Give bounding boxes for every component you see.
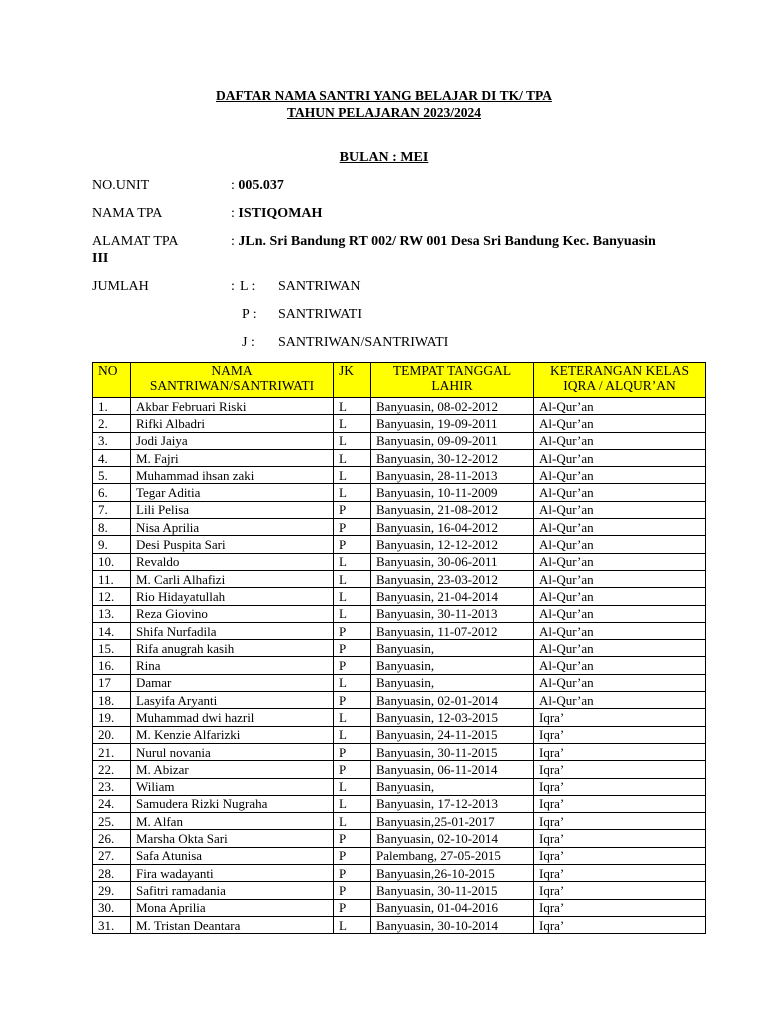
jumlah-label: JUMLAH	[92, 279, 149, 294]
col-header-keterangan: KETERANGAN KELAS IQRA / ALQUR’AN	[534, 363, 706, 398]
birth-place-date-cell: Banyuasin, 01-04-2016	[371, 899, 534, 916]
class-note-cell: Al-Qur’an	[534, 519, 706, 536]
gender-cell: L	[334, 813, 371, 830]
gender-cell: P	[334, 519, 371, 536]
table-row	[93, 899, 706, 916]
alamat-value: : JLn. Sri Bandung RT 002/ RW 001 Desa Sri Bandung Kec. Banyuasin	[231, 234, 656, 249]
table-row	[93, 916, 706, 933]
santri-name-cell: Rina	[131, 657, 334, 674]
birth-place-date-cell: Banyuasin, 12-03-2015	[371, 709, 534, 726]
row-number-cell: 5.	[93, 467, 131, 484]
gender-cell: L	[334, 484, 371, 501]
no-unit-value: : 005.037	[231, 178, 284, 193]
class-note-cell: Al-Qur’an	[534, 657, 706, 674]
santri-name-cell: Tegar Aditia	[131, 484, 334, 501]
class-note-cell: Al-Qur’an	[534, 588, 706, 605]
row-number-cell: 22.	[93, 761, 131, 778]
school-year-title: TAHUN PELAJARAN 2023/2024	[286, 105, 481, 120]
gender-cell: L	[334, 553, 371, 570]
class-note-cell: Al-Qur’an	[534, 484, 706, 501]
row-number-cell: 15.	[93, 640, 131, 657]
table-row	[93, 813, 706, 830]
row-number-cell: 21.	[93, 743, 131, 760]
gender-cell: L	[334, 674, 371, 691]
gender-cell: L	[334, 467, 371, 484]
santri-name-cell: Shifa Nurfadila	[131, 622, 334, 639]
table-row	[93, 605, 706, 622]
birth-place-date-cell: Banyuasin, 30-12-2012	[371, 449, 534, 466]
class-note-cell: Iqra’	[534, 761, 706, 778]
gender-cell: L	[334, 588, 371, 605]
class-note-cell: Iqra’	[534, 743, 706, 760]
gender-cell: P	[334, 743, 371, 760]
birth-place-date-cell: Banyuasin,25-01-2017	[371, 813, 534, 830]
l-text: SANTRIWAN	[278, 279, 361, 294]
gender-cell: P	[334, 536, 371, 553]
birth-place-date-cell: Banyuasin, 24-11-2015	[371, 726, 534, 743]
birth-place-date-cell: Banyuasin, 30-11-2015	[371, 743, 534, 760]
gender-cell: L	[334, 605, 371, 622]
class-note-cell: Al-Qur’an	[534, 622, 706, 639]
gender-cell: P	[334, 692, 371, 709]
table-row	[93, 795, 706, 812]
nama-tpa-label: NAMA TPA	[92, 206, 163, 221]
row-number-cell: 4.	[93, 449, 131, 466]
gender-cell: L	[334, 916, 371, 933]
gender-cell: P	[334, 640, 371, 657]
santri-name-cell: Samudera Rizki Nugraha	[131, 795, 334, 812]
gender-cell: L	[334, 449, 371, 466]
santri-name-cell: Rio Hidayatullah	[131, 588, 334, 605]
santri-name-cell: Rifki Albadri	[131, 415, 334, 432]
col-header-no: NO	[93, 363, 131, 398]
nama-tpa-name: ISTIQOMAH	[238, 206, 323, 221]
table-row	[93, 415, 706, 432]
santri-name-cell: Muhammad dwi hazril	[131, 709, 334, 726]
santri-name-cell: Reza Giovino	[131, 605, 334, 622]
birth-place-date-cell: Banyuasin, 30-06-2011	[371, 553, 534, 570]
table-row	[93, 398, 706, 415]
birth-place-date-cell: Banyuasin, 12-12-2012	[371, 536, 534, 553]
nama-tpa-value: : ISTIQOMAH	[231, 206, 323, 221]
birth-place-date-cell: Banyuasin, 21-08-2012	[371, 501, 534, 518]
gender-cell: P	[334, 847, 371, 864]
birth-place-date-cell: Banyuasin, 02-01-2014	[371, 692, 534, 709]
santri-name-cell: Safitri ramadania	[131, 882, 334, 899]
row-number-cell: 28.	[93, 865, 131, 882]
santri-name-cell: Wiliam	[131, 778, 334, 795]
santri-name-cell: Muhammad ihsan zaki	[131, 467, 334, 484]
table-header-row	[93, 363, 706, 398]
santri-name-cell: M. Tristan Deantara	[131, 916, 334, 933]
class-note-cell: Iqra’	[534, 899, 706, 916]
gender-cell: P	[334, 830, 371, 847]
gender-cell: L	[334, 795, 371, 812]
santri-name-cell: Mona Aprilia	[131, 899, 334, 916]
santri-name-cell: M. Fajri	[131, 449, 334, 466]
birth-place-date-cell: Palembang, 27-05-2015	[371, 847, 534, 864]
birth-place-date-cell: Banyuasin,	[371, 657, 534, 674]
class-note-cell: Iqra’	[534, 830, 706, 847]
table-row	[93, 449, 706, 466]
santri-name-cell: M. Carli Alhafizi	[131, 570, 334, 587]
santri-name-cell: Akbar Februari Riski	[131, 398, 334, 415]
p-label: P :	[242, 307, 257, 322]
gender-cell: L	[334, 415, 371, 432]
birth-place-date-cell: Banyuasin,	[371, 674, 534, 691]
santri-name-cell: Rifa anugrah kasih	[131, 640, 334, 657]
row-number-cell: 23.	[93, 778, 131, 795]
gender-cell: P	[334, 882, 371, 899]
class-note-cell: Al-Qur’an	[534, 553, 706, 570]
table-row	[93, 484, 706, 501]
no-unit-label: NO.UNIT	[92, 178, 150, 193]
alamat-label: ALAMAT TPA	[92, 234, 179, 249]
gender-cell: L	[334, 778, 371, 795]
birth-place-date-cell: Banyuasin, 02-10-2014	[371, 830, 534, 847]
table-body	[93, 398, 706, 934]
row-number-cell: 25.	[93, 813, 131, 830]
row-number-cell: 3.	[93, 432, 131, 449]
birth-place-date-cell: Banyuasin, 19-09-2011	[371, 415, 534, 432]
birth-place-date-cell: Banyuasin, 21-04-2014	[371, 588, 534, 605]
birth-place-date-cell: Banyuasin,	[371, 778, 534, 795]
col-header-jk: JK	[334, 363, 371, 398]
class-note-cell: Iqra’	[534, 882, 706, 899]
santri-name-cell: Marsha Okta Sari	[131, 830, 334, 847]
gender-cell: P	[334, 761, 371, 778]
col-header-nama: NAMA SANTRIWAN/SANTRIWATI	[131, 363, 334, 398]
santri-name-cell: Nurul novania	[131, 743, 334, 760]
class-note-cell: Iqra’	[534, 813, 706, 830]
p-text: SANTRIWATI	[278, 307, 362, 322]
santri-name-cell: M. Abizar	[131, 761, 334, 778]
gender-cell: P	[334, 622, 371, 639]
class-note-cell: Al-Qur’an	[534, 570, 706, 587]
row-number-cell: 18.	[93, 692, 131, 709]
row-number-cell: 2.	[93, 415, 131, 432]
table-row	[93, 588, 706, 605]
birth-place-date-cell: Banyuasin, 17-12-2013	[371, 795, 534, 812]
class-note-cell: Iqra’	[534, 726, 706, 743]
gender-cell: L	[334, 398, 371, 415]
santri-name-cell: Revaldo	[131, 553, 334, 570]
class-note-cell: Al-Qur’an	[534, 415, 706, 432]
table-row	[93, 692, 706, 709]
birth-place-date-cell: Banyuasin, 11-07-2012	[371, 622, 534, 639]
table-row	[93, 622, 706, 639]
table-row	[93, 847, 706, 864]
row-number-cell: 16.	[93, 657, 131, 674]
table-row	[93, 830, 706, 847]
birth-place-date-cell: Banyuasin, 30-11-2015	[371, 882, 534, 899]
santri-name-cell: M. Kenzie Alfarizki	[131, 726, 334, 743]
row-number-cell: 13.	[93, 605, 131, 622]
table-row	[93, 553, 706, 570]
table-row	[93, 467, 706, 484]
class-note-cell: Al-Qur’an	[534, 605, 706, 622]
table-row	[93, 778, 706, 795]
class-note-cell: Al-Qur’an	[534, 398, 706, 415]
row-number-cell: 12.	[93, 588, 131, 605]
gender-cell: L	[334, 432, 371, 449]
gender-cell: L	[334, 570, 371, 587]
table-row	[93, 674, 706, 691]
jumlah-colon: :	[231, 279, 235, 294]
row-number-cell: 6.	[93, 484, 131, 501]
table-row	[93, 865, 706, 882]
birth-place-date-cell: Banyuasin,26-10-2015	[371, 865, 534, 882]
santri-name-cell: Lasyifa Aryanti	[131, 692, 334, 709]
birth-place-date-cell: Banyuasin, 10-11-2009	[371, 484, 534, 501]
birth-place-date-cell: Banyuasin, 06-11-2014	[371, 761, 534, 778]
row-number-cell: 1.	[93, 398, 131, 415]
birth-place-date-cell: Banyuasin, 23-03-2012	[371, 570, 534, 587]
alamat-continuation: III	[92, 251, 109, 266]
class-note-cell: Al-Qur’an	[534, 467, 706, 484]
santri-name-cell: Damar	[131, 674, 334, 691]
row-number-cell: 7.	[93, 501, 131, 518]
birth-place-date-cell: Banyuasin, 08-02-2012	[371, 398, 534, 415]
table-row	[93, 709, 706, 726]
table-row	[93, 743, 706, 760]
birth-place-date-cell: Banyuasin, 30-11-2013	[371, 605, 534, 622]
class-note-cell: Iqra’	[534, 865, 706, 882]
gender-cell: P	[334, 657, 371, 674]
santri-name-cell: Nisa Aprilia	[131, 519, 334, 536]
class-note-cell: Iqra’	[534, 795, 706, 812]
santri-name-cell: Safa Atunisa	[131, 847, 334, 864]
row-number-cell: 14.	[93, 622, 131, 639]
santri-name-cell: Fira wadayanti	[131, 865, 334, 882]
row-number-cell: 30.	[93, 899, 131, 916]
table-row	[93, 726, 706, 743]
row-number-cell: 27.	[93, 847, 131, 864]
santri-name-cell: Jodi Jaiya	[131, 432, 334, 449]
class-note-cell: Al-Qur’an	[534, 692, 706, 709]
class-note-cell: Al-Qur’an	[534, 501, 706, 518]
table-row	[93, 761, 706, 778]
santri-table	[92, 362, 706, 934]
no-unit-number: 005.037	[238, 178, 284, 193]
birth-place-date-cell: Banyuasin,	[371, 640, 534, 657]
gender-cell: L	[334, 726, 371, 743]
table-row	[93, 882, 706, 899]
birth-place-date-cell: Banyuasin, 30-10-2014	[371, 916, 534, 933]
table-row	[93, 536, 706, 553]
document-title: DAFTAR NAMA SANTRI YANG BELAJAR DI TK/ TPA	[216, 88, 552, 103]
alamat-text: JLn. Sri Bandung RT 002/ RW 001 Desa Sri Bandung Kec. Banyuasin	[238, 234, 656, 249]
gender-cell: P	[334, 865, 371, 882]
row-number-cell: 8.	[93, 519, 131, 536]
j-label: J :	[242, 335, 255, 350]
birth-place-date-cell: Banyuasin, 09-09-2011	[371, 432, 534, 449]
class-note-cell: Al-Qur’an	[534, 536, 706, 553]
class-note-cell: Iqra’	[534, 847, 706, 864]
class-note-cell: Iqra’	[534, 709, 706, 726]
j-text: SANTRIWAN/SANTRIWATI	[278, 335, 449, 350]
santri-name-cell: M. Alfan	[131, 813, 334, 830]
class-note-cell: Al-Qur’an	[534, 640, 706, 657]
month-title: BULAN : MEI	[339, 150, 429, 165]
class-note-cell: Iqra’	[534, 778, 706, 795]
col-header-ttl: TEMPAT TANGGAL LAHIR	[371, 363, 534, 398]
row-number-cell: 24.	[93, 795, 131, 812]
row-number-cell: 19.	[93, 709, 131, 726]
row-number-cell: 10.	[93, 553, 131, 570]
row-number-cell: 9.	[93, 536, 131, 553]
gender-cell: P	[334, 899, 371, 916]
row-number-cell: 26.	[93, 830, 131, 847]
birth-place-date-cell: Banyuasin, 16-04-2012	[371, 519, 534, 536]
row-number-cell: 11.	[93, 570, 131, 587]
row-number-cell: 31.	[93, 916, 131, 933]
table-row	[93, 519, 706, 536]
birth-place-date-cell: Banyuasin, 28-11-2013	[371, 467, 534, 484]
class-note-cell: Al-Qur’an	[534, 449, 706, 466]
table-row	[93, 640, 706, 657]
row-number-cell: 17	[93, 674, 131, 691]
santri-name-cell: Desi Puspita Sari	[131, 536, 334, 553]
l-label: L :	[240, 279, 256, 294]
class-note-cell: Al-Qur’an	[534, 432, 706, 449]
row-number-cell: 29.	[93, 882, 131, 899]
table-row	[93, 501, 706, 518]
class-note-cell: Al-Qur’an	[534, 674, 706, 691]
gender-cell: L	[334, 709, 371, 726]
row-number-cell: 20.	[93, 726, 131, 743]
class-note-cell: Iqra’	[534, 916, 706, 933]
table-row	[93, 432, 706, 449]
gender-cell: P	[334, 501, 371, 518]
table-row	[93, 657, 706, 674]
table-row	[93, 570, 706, 587]
santri-name-cell: Lili Pelisa	[131, 501, 334, 518]
